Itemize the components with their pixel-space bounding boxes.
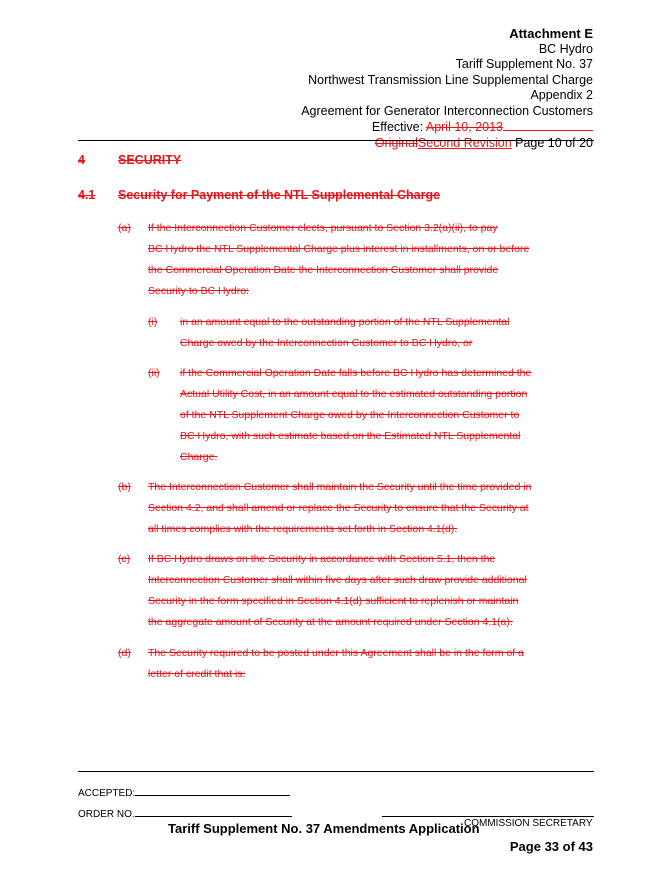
item-a-ii-label: (ii) — [148, 367, 160, 379]
section-title: SECURITY — [118, 153, 182, 167]
effective-label: Effective: — [371, 120, 426, 134]
order-label: ORDER NO. — [78, 809, 135, 820]
order-blank — [135, 806, 292, 817]
item-b-line: all times complies with the requirements set forth in Section 4.1(d). — [148, 523, 458, 535]
item-b-label: (b) — [118, 481, 131, 493]
item-c-line: the aggregate amount of Security at the amount required under Section 4.1(a). — [148, 616, 513, 628]
accepted-line — [78, 785, 290, 799]
subsection-number: 4.1 — [78, 188, 96, 202]
item-a-line: BC Hydro the NTL Supplemental Charge plus interest in installments, on or before — [148, 243, 530, 255]
item-d-label: (d) — [118, 647, 131, 659]
page-indicator: Page 10 of 20 — [511, 135, 593, 150]
footer-title: Tariff Supplement No. 37 Amendments Application — [168, 821, 480, 836]
item-a-i-line: Charge owed by the Interconnection Customer to BC Hydro, or — [180, 337, 473, 349]
footer-divider — [78, 771, 594, 772]
item-c-line: If BC Hydro draws on the Security in accordance with Section 5.1, then the — [148, 553, 496, 565]
item-a-ii-line: Charge. — [180, 451, 218, 463]
appendix-label: Appendix 2 — [530, 88, 593, 102]
item-a-ii-line: Actual Utility Cost, in an amount equal to the estimated outstanding portion — [180, 388, 528, 400]
agreement-name: Agreement for Generator Interconnection Customers — [301, 103, 593, 118]
commission-secretary: COMMISSION SECRETARY — [464, 818, 593, 829]
order-line — [78, 806, 292, 820]
item-c-line: Security in the form specified in Section 4.1(d) sufficient to replenish or maintain — [148, 595, 519, 607]
revision-line — [301, 136, 593, 152]
secretary-signature-line — [382, 816, 594, 817]
item-c-label: (c) — [118, 553, 131, 565]
accepted-blank — [135, 785, 290, 796]
effective-date-blank — [503, 119, 593, 131]
item-d-line: The Security required to be posted under this Agreement shall be in the form of a — [148, 647, 524, 659]
page-header — [301, 26, 593, 151]
item-a-i-label: (i) — [148, 316, 158, 328]
item-d-line: letter of credit that is: — [148, 668, 246, 680]
item-a-ii-line: BC Hydro, with such estimate based on the Estimated NTL Supplemental — [180, 430, 521, 442]
item-b-line: The Interconnection Customer shall maintain the Security until the time provided in — [148, 481, 532, 493]
item-a-line: the Commercial Operation Date the Interconnection Customer shall provide — [148, 264, 499, 276]
tariff-supplement: Tariff Supplement No. 37 — [455, 57, 593, 71]
item-a-ii-line: of the NTL Supplement Charge owed by the Interconnection Customer to — [180, 409, 520, 421]
item-a-line: Security to BC Hydro: — [148, 285, 249, 297]
company-name: BC Hydro — [538, 41, 593, 56]
effective-line — [301, 119, 593, 136]
item-a-label: (a) — [118, 222, 131, 234]
section-number: 4 — [78, 153, 85, 167]
item-c-line: Interconnection Customer shall within five days after such draw provide additional — [148, 574, 527, 586]
subsection-title: Security for Payment of the NTL Supplemental Charge — [118, 188, 441, 202]
footer-page-number: Page 33 of 43 — [509, 839, 593, 854]
header-divider — [78, 140, 594, 141]
item-b-line: Section 4.2, and shall amend or replace the Security to ensure that the Security at — [148, 502, 529, 514]
item-a-line: If the Interconnection Customer elects, pursuant to Section 3.2(a)(ii), to pay — [148, 222, 498, 234]
attachment-label: Attachment E — [509, 26, 593, 41]
accepted-label: ACCEPTED: — [78, 788, 136, 799]
item-a-ii-line: if the Commercial Operation Date falls before BC Hydro has determined the — [180, 367, 532, 379]
charge-name: Northwest Transmission Line Supplemental Charge — [308, 72, 593, 87]
revision-inserted: Second Revision — [417, 135, 512, 150]
revision-deleted: Original — [374, 135, 418, 150]
item-a-i-line: in an amount equal to the outstanding portion of the NTL Supplemental — [180, 316, 510, 328]
effective-date-deleted: April 10, 2013 — [425, 120, 503, 134]
